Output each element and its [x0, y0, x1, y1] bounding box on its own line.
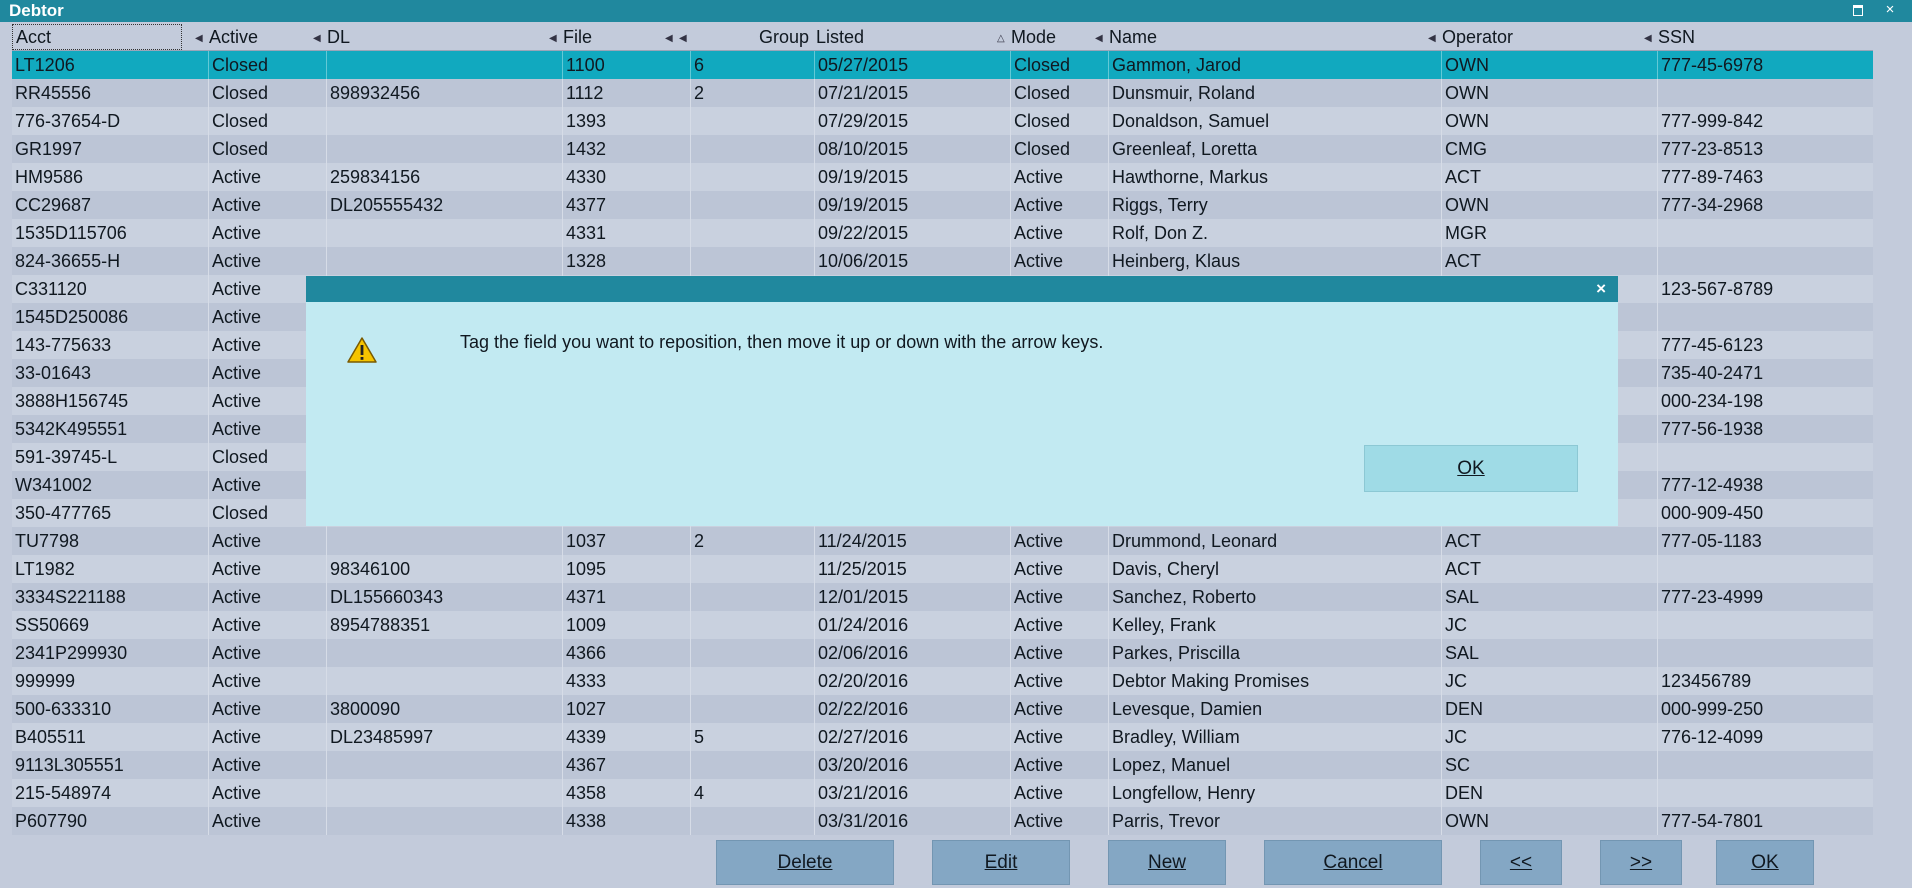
- cell-ssn[interactable]: [1657, 79, 1873, 107]
- cell-ssn[interactable]: [1657, 443, 1873, 471]
- table-row[interactable]: [12, 611, 1873, 639]
- edit-button[interactable]: Edit: [932, 840, 1070, 885]
- cell-acct[interactable]: W341002: [15, 475, 93, 495]
- sort-left-icon[interactable]: ◀: [1428, 33, 1436, 44]
- header-acct[interactable]: Acct: [12, 24, 182, 50]
- cell-mode[interactable]: Closed: [1010, 135, 1108, 163]
- cell-active[interactable]: Active: [208, 471, 326, 499]
- cell-ssn[interactable]: [1657, 247, 1873, 275]
- cell-acct[interactable]: 999999: [15, 671, 76, 691]
- cell-acct[interactable]: 500-633310: [15, 699, 112, 719]
- cell-listed[interactable]: 02/20/2016: [814, 667, 1010, 695]
- cell-dl[interactable]: [326, 807, 562, 835]
- dialog-close-icon[interactable]: ×: [1596, 279, 1606, 298]
- cell-listed[interactable]: 05/27/2015: [814, 51, 1010, 79]
- cell-group[interactable]: [690, 191, 826, 219]
- cell-mode[interactable]: Active: [1010, 191, 1108, 219]
- cell-file[interactable]: 4330: [562, 163, 690, 191]
- cell-listed[interactable]: 10/06/2015: [814, 247, 1010, 275]
- cell-active[interactable]: Active: [208, 415, 326, 443]
- cell-acct[interactable]: 1535D115706: [15, 223, 127, 243]
- cell-dl[interactable]: [326, 639, 562, 667]
- table-row[interactable]: [12, 135, 1873, 163]
- cell-operator[interactable]: MGR: [1441, 219, 1657, 247]
- header-file[interactable]: File: [563, 27, 593, 47]
- cell-group[interactable]: [690, 135, 826, 163]
- cell-listed[interactable]: 08/10/2015: [814, 135, 1010, 163]
- cell-name[interactable]: Kelley, Frank: [1108, 611, 1441, 639]
- cell-name[interactable]: Levesque, Damien: [1108, 695, 1441, 723]
- cell-active[interactable]: Active: [208, 807, 326, 835]
- cell-listed[interactable]: 12/01/2015: [814, 583, 1010, 611]
- cell-operator[interactable]: SAL: [1441, 583, 1657, 611]
- cell-ssn[interactable]: 777-89-7463: [1657, 163, 1873, 191]
- cell-active[interactable]: Active: [208, 303, 326, 331]
- cell-active[interactable]: Active: [208, 359, 326, 387]
- cell-ssn[interactable]: 777-23-8513: [1657, 135, 1873, 163]
- table-row[interactable]: [12, 695, 1873, 723]
- cell-mode[interactable]: Active: [1010, 527, 1108, 555]
- cell-mode[interactable]: Active: [1010, 611, 1108, 639]
- header-dl[interactable]: DL: [327, 27, 351, 47]
- cell-mode[interactable]: Active: [1010, 247, 1108, 275]
- table-row[interactable]: [12, 219, 1873, 247]
- sort-ascending-icon[interactable]: △: [997, 33, 1005, 44]
- cell-active[interactable]: Active: [208, 387, 326, 415]
- cell-ssn[interactable]: [1657, 779, 1873, 807]
- cell-listed[interactable]: 07/29/2015: [814, 107, 1010, 135]
- cell-ssn[interactable]: 777-05-1183: [1657, 527, 1873, 555]
- cell-listed[interactable]: 03/20/2016: [814, 751, 1010, 779]
- cell-active[interactable]: Closed: [208, 443, 326, 471]
- cell-dl[interactable]: 98346100: [326, 555, 562, 583]
- cell-active[interactable]: Active: [208, 275, 326, 303]
- cell-operator[interactable]: OWN: [1441, 107, 1657, 135]
- cell-file[interactable]: 4367: [562, 751, 690, 779]
- cell-acct[interactable]: 2341P299930: [15, 643, 128, 663]
- warning-icon: [346, 336, 378, 364]
- cell-acct[interactable]: 3334S221188: [15, 587, 126, 607]
- cell-ssn[interactable]: 777-45-6123: [1657, 331, 1873, 359]
- cell-dl[interactable]: 8954788351: [326, 611, 562, 639]
- cell-operator[interactable]: OWN: [1441, 191, 1657, 219]
- cell-listed[interactable]: 07/21/2015: [814, 79, 1010, 107]
- cell-active[interactable]: Active: [208, 219, 326, 247]
- cell-name[interactable]: Sanchez, Roberto: [1108, 583, 1441, 611]
- cell-listed[interactable]: 09/19/2015: [814, 191, 1010, 219]
- cell-mode[interactable]: Closed: [1010, 107, 1108, 135]
- cell-name[interactable]: Parkes, Priscilla: [1108, 639, 1441, 667]
- cell-acct[interactable]: 591-39745-L: [15, 447, 118, 467]
- cell-ssn[interactable]: 123-567-8789: [1657, 275, 1873, 303]
- cell-acct[interactable]: SS50669: [15, 615, 90, 635]
- table-row[interactable]: [12, 751, 1873, 779]
- cell-acct[interactable]: 3888H156745: [15, 391, 129, 411]
- cell-file[interactable]: 4338: [562, 807, 690, 835]
- cell-dl[interactable]: DL155660343: [326, 583, 562, 611]
- cell-active[interactable]: Active: [208, 583, 326, 611]
- sort-left-icon[interactable]: ◀: [195, 33, 203, 44]
- cell-group[interactable]: [690, 807, 826, 835]
- previous-button[interactable]: <<: [1480, 840, 1562, 885]
- cell-operator[interactable]: ACT: [1441, 555, 1657, 583]
- cell-operator[interactable]: OWN: [1441, 79, 1657, 107]
- cell-ssn[interactable]: 777-999-842: [1657, 107, 1873, 135]
- cell-group[interactable]: [690, 639, 826, 667]
- cell-dl[interactable]: [326, 779, 562, 807]
- cell-mode[interactable]: Active: [1010, 667, 1108, 695]
- cell-group[interactable]: [690, 583, 826, 611]
- sort-left-icon[interactable]: ◀: [313, 33, 321, 44]
- table-row[interactable]: [12, 527, 1873, 555]
- warning-dialog: [306, 276, 1618, 526]
- cell-name[interactable]: Bradley, William: [1108, 723, 1441, 751]
- cell-ssn[interactable]: 776-12-4099: [1657, 723, 1873, 751]
- header-ssn[interactable]: SSN: [1658, 27, 1696, 47]
- cell-active[interactable]: Active: [208, 695, 326, 723]
- cell-ssn[interactable]: 777-23-4999: [1657, 583, 1873, 611]
- cell-file[interactable]: 4366: [562, 639, 690, 667]
- cell-acct[interactable]: 824-36655-H: [15, 251, 121, 271]
- cell-active[interactable]: Active: [208, 247, 326, 275]
- table-row[interactable]: [12, 191, 1873, 219]
- cell-acct[interactable]: 1545D250086: [15, 307, 129, 327]
- cell-dl[interactable]: [326, 219, 562, 247]
- cell-active[interactable]: Active: [208, 555, 326, 583]
- cell-acct[interactable]: 9113L305551: [15, 755, 124, 775]
- next-button[interactable]: >>: [1600, 840, 1682, 885]
- grid-header: [12, 24, 1873, 51]
- cell-active[interactable]: Closed: [208, 51, 326, 79]
- cell-operator[interactable]: ACT: [1441, 247, 1657, 275]
- cell-active[interactable]: Active: [208, 667, 326, 695]
- cell-operator[interactable]: JC: [1441, 611, 1657, 639]
- cell-acct[interactable]: LT1206: [15, 55, 75, 75]
- sort-left-icon[interactable]: ◀: [679, 33, 687, 44]
- dialog-message: Tag the field you want to reposition, then move it up or down with the arrow keys.: [460, 332, 1104, 352]
- header-operator[interactable]: Operator: [1442, 27, 1514, 47]
- cell-name[interactable]: Gammon, Jarod: [1108, 51, 1441, 79]
- cell-name[interactable]: Dunsmuir, Roland: [1108, 79, 1441, 107]
- new-button[interactable]: New: [1108, 840, 1226, 885]
- cell-ssn[interactable]: 777-54-7801: [1657, 807, 1873, 835]
- cell-group[interactable]: [690, 107, 826, 135]
- window-title: Debtor: [9, 1, 64, 20]
- close-icon[interactable]: ×: [1885, 1, 1895, 18]
- cell-acct[interactable]: CC29687: [15, 195, 92, 215]
- cell-acct[interactable]: RR45556: [15, 83, 92, 103]
- cell-dl[interactable]: [326, 247, 562, 275]
- cell-name[interactable]: Drummond, Leonard: [1108, 527, 1441, 555]
- header-group[interactable]: Group: [759, 27, 810, 47]
- cell-acct[interactable]: 776-37654-D: [15, 111, 121, 131]
- cell-dl[interactable]: DL23485997: [326, 723, 562, 751]
- cell-listed[interactable]: 02/22/2016: [814, 695, 1010, 723]
- cell-file[interactable]: 1393: [562, 107, 690, 135]
- cell-operator[interactable]: OWN: [1441, 51, 1657, 79]
- cell-group[interactable]: 4: [690, 779, 826, 807]
- cell-active[interactable]: Active: [208, 611, 326, 639]
- cell-ssn[interactable]: [1657, 303, 1873, 331]
- cell-acct[interactable]: 143-775633: [15, 335, 112, 355]
- cell-group[interactable]: [690, 247, 826, 275]
- cell-name[interactable]: Greenleaf, Loretta: [1108, 135, 1441, 163]
- cell-ssn[interactable]: 777-56-1938: [1657, 415, 1873, 443]
- cell-group[interactable]: [690, 219, 826, 247]
- cell-acct[interactable]: B405511: [15, 727, 86, 747]
- cell-operator[interactable]: ACT: [1441, 163, 1657, 191]
- cell-file[interactable]: 1009: [562, 611, 690, 639]
- cell-file[interactable]: 4358: [562, 779, 690, 807]
- cell-dl[interactable]: [326, 667, 562, 695]
- cell-mode[interactable]: Closed: [1010, 79, 1108, 107]
- cell-acct[interactable]: LT1982: [15, 559, 75, 579]
- cell-name[interactable]: Lopez, Manuel: [1108, 751, 1441, 779]
- cell-file[interactable]: 1112: [562, 79, 690, 107]
- cell-ssn[interactable]: 000-234-198: [1657, 387, 1873, 415]
- cell-listed[interactable]: 11/24/2015: [814, 527, 1010, 555]
- cell-name[interactable]: Heinberg, Klaus: [1108, 247, 1441, 275]
- cell-file[interactable]: 4333: [562, 667, 690, 695]
- cell-file[interactable]: 1095: [562, 555, 690, 583]
- cell-acct[interactable]: 5342K495551: [15, 419, 128, 439]
- ok-button[interactable]: OK: [1716, 840, 1814, 885]
- table-row[interactable]: [12, 583, 1873, 611]
- cell-file[interactable]: 1027: [562, 695, 690, 723]
- cell-ssn[interactable]: 000-999-250: [1657, 695, 1873, 723]
- cell-ssn[interactable]: 000-909-450: [1657, 499, 1873, 527]
- cell-mode[interactable]: Active: [1010, 779, 1108, 807]
- cell-active[interactable]: Closed: [208, 107, 326, 135]
- cell-mode[interactable]: Active: [1010, 163, 1108, 191]
- cell-acct[interactable]: C331120: [15, 279, 87, 299]
- cell-group[interactable]: 2: [690, 79, 826, 107]
- cell-group[interactable]: 6: [690, 51, 826, 79]
- cell-ssn[interactable]: 777-34-2968: [1657, 191, 1873, 219]
- cell-dl[interactable]: [326, 51, 562, 79]
- cell-listed[interactable]: 02/06/2016: [814, 639, 1010, 667]
- cell-active[interactable]: Active: [208, 723, 326, 751]
- cell-listed[interactable]: 11/25/2015: [814, 555, 1010, 583]
- cell-ssn[interactable]: [1657, 611, 1873, 639]
- cell-name[interactable]: Debtor Making Promises: [1108, 667, 1441, 695]
- cell-operator[interactable]: JC: [1441, 667, 1657, 695]
- cell-listed[interactable]: 03/31/2016: [814, 807, 1010, 835]
- cell-operator[interactable]: DEN: [1441, 779, 1657, 807]
- cell-file[interactable]: 4331: [562, 219, 690, 247]
- cell-operator[interactable]: DEN: [1441, 695, 1657, 723]
- cell-active[interactable]: Active: [208, 751, 326, 779]
- cell-acct[interactable]: 33-01643: [15, 363, 92, 383]
- cell-mode[interactable]: Active: [1010, 639, 1108, 667]
- cell-listed[interactable]: 03/21/2016: [814, 779, 1010, 807]
- cell-operator[interactable]: SC: [1441, 751, 1657, 779]
- cell-listed[interactable]: 09/22/2015: [814, 219, 1010, 247]
- window-title-bar: [0, 0, 1912, 22]
- cell-listed[interactable]: 01/24/2016: [814, 611, 1010, 639]
- cell-active[interactable]: Active: [208, 163, 326, 191]
- cell-group[interactable]: [690, 163, 826, 191]
- sort-left-icon[interactable]: ◀: [549, 33, 557, 44]
- header-listed[interactable]: Listed: [816, 27, 865, 47]
- table-row[interactable]: [12, 51, 1873, 79]
- cell-file[interactable]: 1328: [562, 247, 690, 275]
- cell-file[interactable]: 4371: [562, 583, 690, 611]
- cell-group[interactable]: 5: [690, 723, 826, 751]
- cell-mode[interactable]: Active: [1010, 555, 1108, 583]
- cell-mode[interactable]: Closed: [1010, 51, 1108, 79]
- cell-group[interactable]: [690, 695, 826, 723]
- cell-active[interactable]: Closed: [208, 499, 326, 527]
- dialog-title-bar: [306, 276, 1618, 302]
- header-active[interactable]: Active: [209, 27, 259, 47]
- sort-left-icon[interactable]: ◀: [1644, 33, 1652, 44]
- cell-operator[interactable]: ACT: [1441, 527, 1657, 555]
- cell-file[interactable]: 4377: [562, 191, 690, 219]
- cell-file[interactable]: 1037: [562, 527, 690, 555]
- cell-file[interactable]: 1100: [562, 51, 690, 79]
- cell-dl[interactable]: [326, 527, 562, 555]
- cell-active[interactable]: Active: [208, 779, 326, 807]
- cell-name[interactable]: Hawthorne, Markus: [1108, 163, 1441, 191]
- cell-mode[interactable]: Active: [1010, 219, 1108, 247]
- cell-name[interactable]: Davis, Cheryl: [1108, 555, 1441, 583]
- cell-dl[interactable]: [326, 751, 562, 779]
- cell-group[interactable]: [690, 611, 826, 639]
- cancel-button[interactable]: Cancel: [1264, 840, 1442, 885]
- table-row[interactable]: [12, 639, 1873, 667]
- table-row[interactable]: [12, 107, 1873, 135]
- cell-active[interactable]: Closed: [208, 79, 326, 107]
- cell-mode[interactable]: Active: [1010, 723, 1108, 751]
- cell-file[interactable]: 1432: [562, 135, 690, 163]
- cell-group[interactable]: [690, 751, 826, 779]
- cell-active[interactable]: Active: [208, 527, 326, 555]
- cell-operator[interactable]: JC: [1441, 723, 1657, 751]
- table-row[interactable]: [12, 779, 1873, 807]
- cell-active[interactable]: Active: [208, 639, 326, 667]
- cell-listed[interactable]: 02/27/2016: [814, 723, 1010, 751]
- delete-button[interactable]: Delete: [716, 840, 894, 885]
- cell-dl[interactable]: [326, 107, 562, 135]
- cell-group[interactable]: [690, 667, 826, 695]
- maximize-icon[interactable]: [1850, 2, 1866, 18]
- table-row[interactable]: [12, 555, 1873, 583]
- cell-mode[interactable]: Active: [1010, 807, 1108, 835]
- cell-ssn[interactable]: [1657, 639, 1873, 667]
- cell-active[interactable]: Closed: [208, 135, 326, 163]
- cell-ssn[interactable]: 777-12-4938: [1657, 471, 1873, 499]
- cell-listed[interactable]: 09/19/2015: [814, 163, 1010, 191]
- table-row[interactable]: [12, 807, 1873, 835]
- header-mode[interactable]: Mode: [1011, 27, 1057, 47]
- cell-ssn[interactable]: [1657, 219, 1873, 247]
- dialog-ok-button[interactable]: OK: [1364, 445, 1578, 492]
- cell-mode[interactable]: Active: [1010, 583, 1108, 611]
- cell-acct[interactable]: 350-477765: [15, 503, 112, 523]
- cell-mode[interactable]: Active: [1010, 751, 1108, 779]
- cell-dl[interactable]: [326, 135, 562, 163]
- cell-acct[interactable]: TU7798: [15, 531, 80, 551]
- cell-group[interactable]: 2: [690, 527, 826, 555]
- table-row[interactable]: [12, 79, 1873, 107]
- cell-ssn[interactable]: 735-40-2471: [1657, 359, 1873, 387]
- cell-file[interactable]: 4339: [562, 723, 690, 751]
- sort-left-icon[interactable]: ◀: [665, 33, 673, 44]
- table-row[interactable]: [12, 247, 1873, 275]
- cell-dl[interactable]: DL205555432: [326, 191, 562, 219]
- cell-group[interactable]: [690, 555, 826, 583]
- cell-operator[interactable]: CMG: [1441, 135, 1657, 163]
- cell-name[interactable]: Donaldson, Samuel: [1108, 107, 1441, 135]
- cell-dl[interactable]: 259834156: [326, 163, 562, 191]
- header-name[interactable]: Name: [1109, 27, 1158, 47]
- cell-ssn[interactable]: [1657, 751, 1873, 779]
- cell-name[interactable]: Rolf, Don Z.: [1108, 219, 1441, 247]
- cell-ssn[interactable]: 123456789: [1657, 667, 1873, 695]
- table-row[interactable]: [12, 667, 1873, 695]
- cell-acct[interactable]: GR1997: [15, 139, 83, 159]
- cell-name[interactable]: Riggs, Terry: [1108, 191, 1441, 219]
- cell-dl[interactable]: 3800090: [326, 695, 562, 723]
- cell-active[interactable]: Active: [208, 191, 326, 219]
- cell-acct[interactable]: HM9586: [15, 167, 84, 187]
- cell-ssn[interactable]: 777-45-6978: [1657, 51, 1873, 79]
- cell-operator[interactable]: SAL: [1441, 639, 1657, 667]
- cell-mode[interactable]: Active: [1010, 695, 1108, 723]
- cell-name[interactable]: Longfellow, Henry: [1108, 779, 1441, 807]
- cell-acct[interactable]: P607790: [15, 811, 88, 831]
- cell-ssn[interactable]: [1657, 555, 1873, 583]
- cell-dl[interactable]: 898932456: [326, 79, 562, 107]
- table-row[interactable]: [12, 163, 1873, 191]
- cell-active[interactable]: Active: [208, 331, 326, 359]
- table-row[interactable]: [12, 723, 1873, 751]
- cell-acct[interactable]: 215-548974: [15, 783, 112, 803]
- cell-name[interactable]: Parris, Trevor: [1108, 807, 1441, 835]
- sort-left-icon[interactable]: ◀: [1095, 33, 1103, 44]
- cell-operator[interactable]: OWN: [1441, 807, 1657, 835]
